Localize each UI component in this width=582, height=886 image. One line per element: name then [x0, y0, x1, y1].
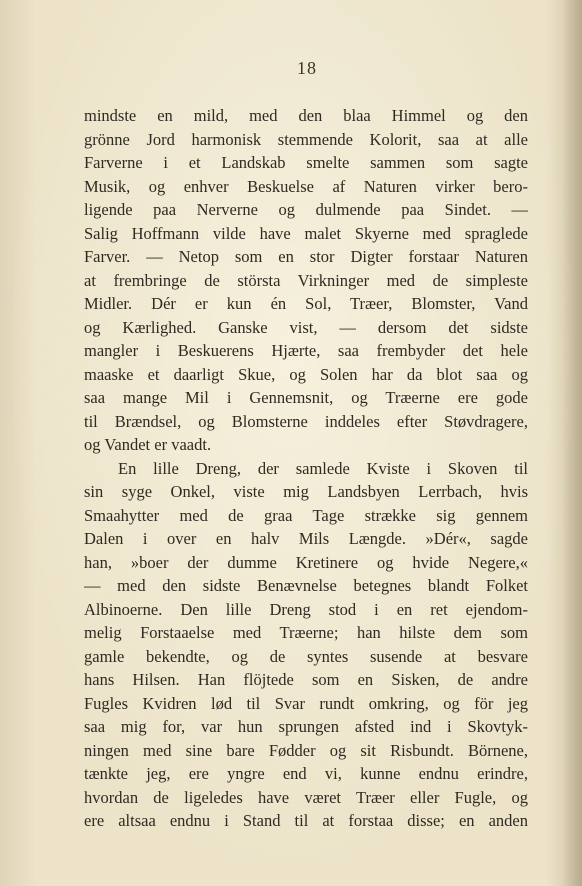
- text-line: sin syge Onkel, viste mig Landsbyen Lerrbach, hvis: [84, 482, 528, 501]
- text-line: saa mig for, var hun sprungen afsted ind i Skovtyk-: [84, 717, 528, 736]
- text-line: Dalen i over en halv Mils Længde. »Dér«, sagde: [84, 529, 528, 548]
- text-line: mindste en mild, med den blaa Himmel og den: [84, 106, 528, 125]
- text-line: — med den sidste Benævnelse betegnes blandt Folket: [84, 576, 528, 595]
- paragraph: [84, 104, 528, 457]
- text-line: Smaahytter med de graa Tage strække sig gennem: [84, 505, 528, 525]
- text-line: ligende paa Nerverne og dulmende paa Sindet. —: [84, 200, 528, 219]
- paragraph: [84, 457, 528, 833]
- text-line: gamle bekendte, og de syntes susende at besvare: [84, 646, 528, 666]
- text-line: Albinoerne. Den lille Dreng stod i en ret ejendom-: [84, 599, 528, 619]
- text-line: Midler. Dér er kun én Sol, Træer, Blomster, Vand: [84, 294, 528, 313]
- text-line: mangler i Beskuerens Hjærte, saa frembyder det hele: [84, 341, 528, 360]
- text-line: ere altsaa endnu i Stand til at forstaa disse; en anden: [84, 811, 528, 830]
- text-line: og Vandet er vaadt.: [84, 435, 212, 454]
- text-line: En lille Dreng, der samlede Kviste i Skoven til: [118, 458, 528, 478]
- text-line: hvordan de ligeledes have været Træer eller Fugle, og: [84, 787, 528, 807]
- text-line: Farver. — Netop som en stor Digter forstaar Naturen: [84, 247, 528, 266]
- text-line: og Kærlighed. Ganske vist, — dersom det sidste: [84, 317, 528, 337]
- text-line: saa mange Mil i Gennemsnit, og Træerne ere gode: [84, 388, 528, 407]
- page-edge-shadow: [562, 0, 582, 886]
- text-line: til Brændsel, og Blomsterne inddeles efter Støvdragere,: [84, 411, 528, 431]
- text-line: Fugles Kvidren lød til Svar rundt omkring, og för jeg: [84, 693, 528, 713]
- text-line: Musik, og enhver Beskuelse af Naturen virker bero-: [84, 176, 528, 196]
- text-line: Salig Hoffmann vilde have malet Skyerne med spraglede: [84, 223, 528, 243]
- text-line: hans Hilsen. Han flöjtede som en Sisken, de andre: [84, 670, 528, 689]
- body-text: [84, 104, 528, 833]
- text-line: melig Forstaaelse med Træerne; han hilste dem som: [84, 623, 528, 642]
- text-line: maaske et daarligt Skue, og Solen har da blot saa og: [84, 364, 528, 384]
- page-number: 18: [297, 58, 317, 78]
- text-line: tænkte jeg, ere yngre end vi, kunne endnu erindre,: [84, 764, 528, 783]
- text-line: ningen med sine bare Fødder og sit Risbundt. Börnene,: [84, 740, 528, 760]
- text-line: han, »boer der dumme Kretinere og hvide Negere,«: [84, 552, 528, 572]
- text-line: Farverne i et Landskab smelte sammen som sagte: [84, 153, 528, 172]
- text-line: at frembringe de största Virkninger med de simpleste: [84, 270, 528, 290]
- text-line: grönne Jord harmonisk stemmende Kolorit, saa at alle: [84, 129, 528, 149]
